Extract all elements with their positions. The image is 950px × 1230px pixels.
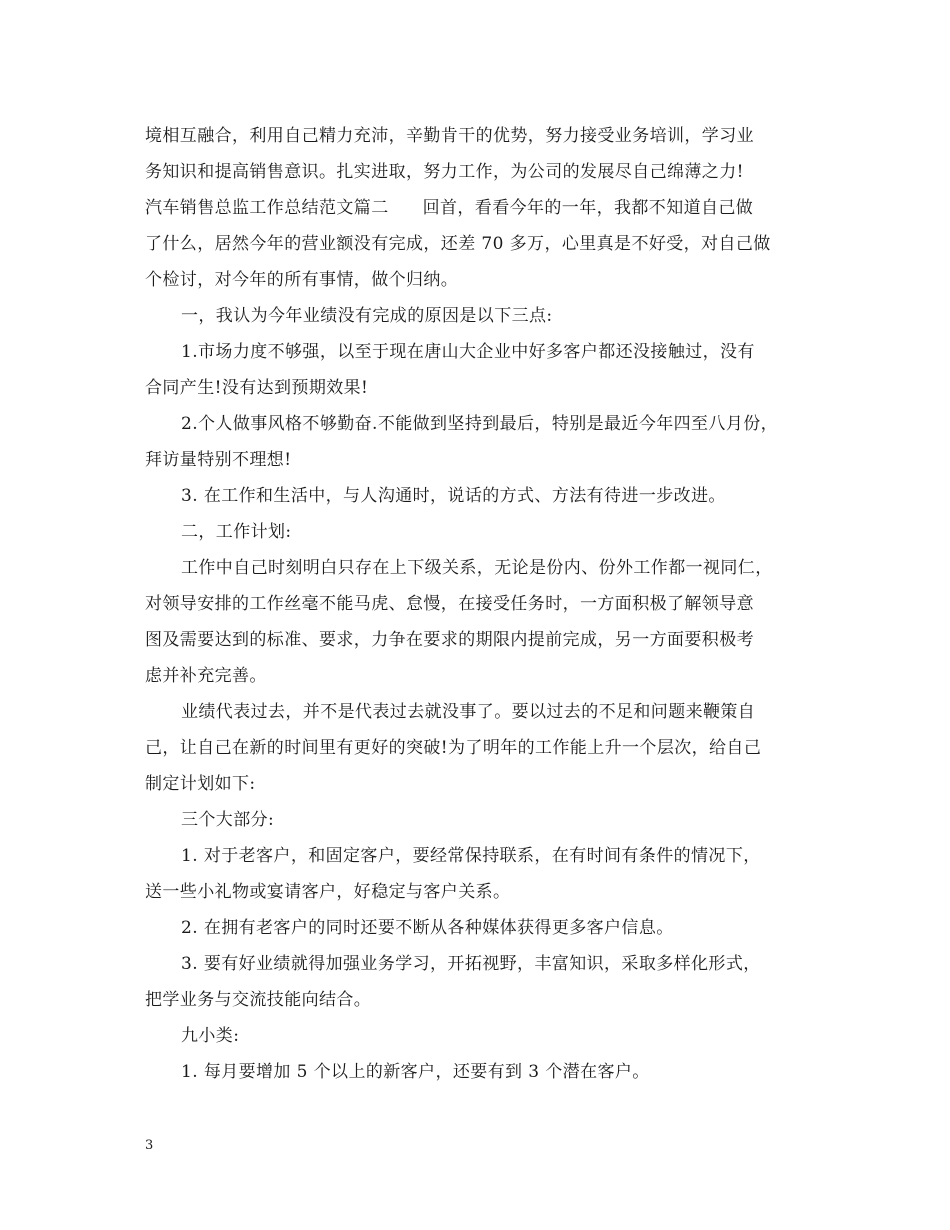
text-line-24: 3. 要有好业绩就得加强业务学习，开拓视野，丰富知识，采取多样化形式， [181,954,761,974]
section-title: 汽车销售总监工作总结范文篇二 [145,198,389,218]
text-line-14: 对领导安排的工作丝毫不能马虎、怠慢，在接受任务时，一方面积极了解领导意 [145,594,754,614]
text-line-4: 了什么，居然今年的营业额没有完成，还差 70 多万，心里真是不好受，对自己做 [145,234,771,254]
text-line-5: 个检讨，对今年的所有事情，做个归纳。 [145,270,459,290]
text-line-10: 拜访量特别不理想! [145,450,292,470]
text-line-19: 制定计划如下: [145,774,256,794]
text-line-22: 送一些小礼物或宴请客户，好稳定与客户关系。 [145,882,511,902]
text-line-2: 务知识和提高销售意识。扎实进取，努力工作，为公司的发展尽自己绵薄之力! [145,162,744,182]
text-line-15: 图及需要达到的标准、要求，力争在要求的期限内提前完成，另一方面要积极考 [145,630,754,650]
text-line-12: 二，工作计划: [181,522,292,542]
text-line-16: 虑并补充完善。 [145,666,267,686]
text-line-21: 1. 对于老客户，和固定客户，要经常保持联系，在有时间有条件的情况下， [181,846,761,866]
document-body [145,118,825,1090]
text-line-11: 3. 在工作和生活中，与人沟通时，说话的方式、方法有待进一步改进。 [181,486,726,506]
section-heading-line [145,190,825,226]
text-line-23: 2. 在拥有老客户的同时还要不断从各种媒体获得更多客户信息。 [181,918,674,938]
text-line-8: 合同产生!没有达到预期效果! [145,378,369,398]
text-line-25: 把学业务与交流技能向结合。 [145,990,372,1010]
section-intro-text: 回首，看看今年的一年，我都不知道自己做 [422,198,754,218]
text-line-27: 1. 每月要增加 5 个以上的新客户，还要有到 3 个潜在客户。 [181,1062,650,1082]
text-line-18: 己，让自己在新的时间里有更好的突破!为了明年的工作能上升一个层次，给自己 [145,738,762,758]
text-line-9: 2.个人做事风格不够勤奋.不能做到坚持到最后，特别是最近今年四至八月份， [181,414,779,434]
text-line-20: 三个大部分: [181,810,275,830]
page-number: 3 [145,1138,154,1153]
text-line-17: 业绩代表过去，并不是代表过去就没事了。要以过去的不足和问题来鞭策自 [181,702,756,722]
text-line-1: 境相互融合，利用自己精力充沛，辛勤肯干的优势，努力接受业务培训，学习业 [145,126,754,146]
text-line-26: 九小类: [181,1026,240,1046]
text-line-13: 工作中自己时刻明白只存在上下级关系，无论是份内、份外工作都一视同仁， [181,558,773,578]
text-line-7: 1.市场力度不够强，以至于现在唐山大企业中好多客户都还没接触过，没有 [181,342,755,362]
text-line-6: 一，我认为今年业绩没有完成的原因是以下三点: [181,306,553,326]
